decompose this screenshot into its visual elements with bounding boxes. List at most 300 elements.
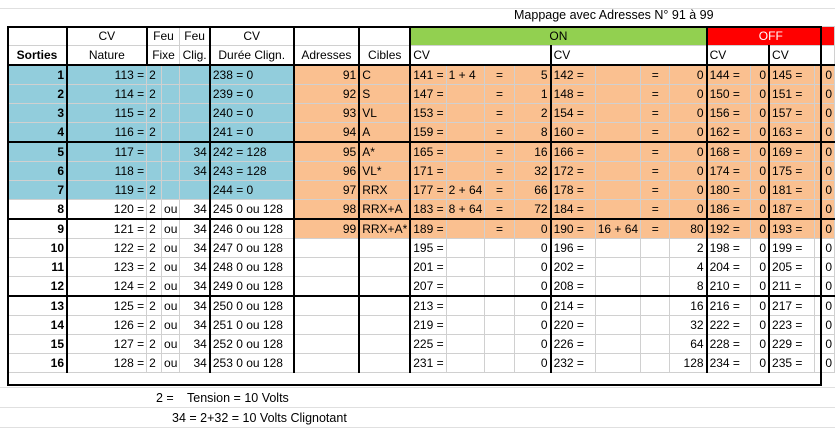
header-cibles: Cibles [359,46,410,66]
ou-label [162,123,180,143]
header-off: OFF [707,27,835,46]
cv-on-1-value: 16 [514,142,550,162]
cv-on-2: 166 = [551,142,596,162]
cv-on-2: 226 = [551,335,596,354]
cv-off-1: 144 = [707,65,751,85]
cv-nature: 124 = [67,277,147,297]
cv-on-2-eq [641,239,670,258]
cv-off-2-value: 0 [815,181,835,200]
cv-on-2: 232 = [551,354,596,373]
sortie-number: 12 [8,277,68,297]
table-row [8,142,835,162]
table-row [8,85,835,104]
duree-clign: 253 0 ou 128 [210,354,294,373]
cv-on-1-formula [446,354,485,373]
duree-clign: 248 0 ou 128 [210,258,294,277]
cv-off-1-value: 0 [750,181,769,200]
header-row-2 [8,46,835,66]
cv-off-2-value: 0 [815,354,835,373]
cv-nature: 118 = [67,162,147,181]
nature-value: 2 [147,219,162,239]
cv-on-1-eq [485,296,514,316]
table-row [8,316,835,335]
ou-label [162,104,180,123]
cv-on-2-formula: 16 + 64 [595,219,640,239]
cv-on-2-eq [641,277,670,297]
table-row [8,162,835,181]
nature-value: 2 [147,85,162,104]
ou-label: ou [162,200,180,220]
cv-off-2: 223 = [769,316,815,335]
cv-on-2-eq [641,354,670,373]
adresse: 96 [294,162,360,181]
cv-on-1: 225 = [410,335,446,354]
cible: A* [359,142,410,162]
ou-label: ou [162,239,180,258]
cv-nature: 119 = [67,181,147,200]
table-row [8,277,835,297]
cv-on-2: 178 = [551,181,596,200]
cv-on-1-value: 0 [514,296,550,316]
cv-off-1-value: 0 [750,239,769,258]
feu-clig-value: 34 [180,335,210,354]
table-row [8,258,835,277]
cv-on-2-value: 0 [670,200,707,220]
cv-on-2-value: 4 [670,258,707,277]
cv-off-1: 168 = [707,142,751,162]
cv-nature: 126 = [67,316,147,335]
cv-off-1-value: 0 [750,354,769,373]
cv-off-2: 199 = [769,239,815,258]
adresse: 94 [294,123,360,143]
cv-on-1-formula [446,277,485,297]
feu-clig-value [180,85,210,104]
adresse [294,296,360,316]
cv-on-1-value: 72 [514,200,550,220]
cv-on-2-formula [595,296,640,316]
cv-on-1-formula: 1 + 4 [446,65,485,85]
nature-value [147,142,162,162]
cv-off-2-value: 0 [815,239,835,258]
cv-off-2: 151 = [769,85,815,104]
cv-nature: 121 = [67,219,147,239]
cv-nature: 117 = [67,142,147,162]
cv-nature: 114 = [67,85,147,104]
cv-on-1-formula [446,162,485,181]
duree-clign: 246 0 ou 128 [210,219,294,239]
cv-on-1-formula [446,239,485,258]
adresse: 92 [294,85,360,104]
cv-on-1-value: 0 [514,354,550,373]
cv-off-2: 169 = [769,142,815,162]
duree-clign: 249 0 ou 128 [210,277,294,297]
table-row [8,200,835,220]
feu-clig-value: 34 [180,200,210,220]
cv-on-1-eq [485,354,514,373]
ou-label: ou [162,296,180,316]
nature-value: 2 [147,239,162,258]
duree-clign: 252 0 ou 128 [210,335,294,354]
cv-nature: 122 = [67,239,147,258]
sortie-number: 10 [8,239,68,258]
adresse: 99 [294,219,360,239]
feu-clig-value: 34 [180,277,210,297]
cv-on-2-eq: = [641,65,670,85]
cv-on-1-eq: = [485,65,514,85]
cv-nature: 113 = [67,65,147,85]
cv-on-1-eq [485,335,514,354]
cv-on-2: 172 = [551,162,596,181]
cv-nature: 120 = [67,200,147,220]
nature-value: 2 [147,296,162,316]
header-sorties: Sorties [8,46,68,66]
cv-on-2: 208 = [551,277,596,297]
cv-on-2-value: 0 [670,162,707,181]
cv-off-2: 157 = [769,104,815,123]
duree-clign: 239 = 0 [210,85,294,104]
cv-on-2-formula [595,65,640,85]
cv-on-1: 147 = [410,85,446,104]
cv-on-1: 141 = [410,65,446,85]
cible: C [359,65,410,85]
cv-off-1: 216 = [707,296,751,316]
nature-value: 2 [147,104,162,123]
cv-on-1: 177 = [410,181,446,200]
cv-off-2-value: 0 [815,296,835,316]
header-cv-on-1: CV [410,46,550,66]
nature-value: 2 [147,65,162,85]
header-nature: Nature [67,46,147,66]
sortie-number: 14 [8,316,68,335]
cv-nature: 125 = [67,296,147,316]
ou-label: ou [162,354,180,373]
note-2-text: Tension = 10 Volts [187,391,289,405]
header-clig: Clig. [180,46,210,66]
cv-off-1-value: 0 [750,277,769,297]
cv-on-1-formula [446,258,485,277]
cv-off-2: 145 = [769,65,815,85]
cv-on-2-eq [641,296,670,316]
ou-label: ou [162,258,180,277]
cv-on-2: 148 = [551,85,596,104]
cv-on-2: 142 = [551,65,596,85]
cv-on-2-formula [595,162,640,181]
cible [359,296,410,316]
cv-off-2-value: 0 [815,142,835,162]
cv-on-1-eq [485,239,514,258]
cv-on-1-value: 66 [514,181,550,200]
cv-off-1: 150 = [707,85,751,104]
cv-on-1-value: 8 [514,123,550,143]
cv-on-1: 183 = [410,200,446,220]
cv-off-1-value: 0 [750,65,769,85]
cv-on-1: 231 = [410,354,446,373]
ou-label [162,65,180,85]
sortie-number: 3 [8,104,68,123]
cv-on-2-eq [641,316,670,335]
feu-clig-value: 34 [180,258,210,277]
cv-off-1: 192 = [707,219,751,239]
header-cv-off-1: CV [707,46,769,66]
cv-on-1-formula [446,123,485,143]
cv-on-1-value: 0 [514,335,550,354]
cv-on-2-formula [595,123,640,143]
cv-on-2-value: 16 [670,296,707,316]
cible: S [359,85,410,104]
cv-nature: 116 = [67,123,147,143]
duree-clign: 242 = 128 [210,142,294,162]
note-2-label: 2 = [156,391,174,405]
cv-on-2-value: 8 [670,277,707,297]
cv-off-1: 204 = [707,258,751,277]
cible: RRX [359,181,410,200]
cv-off-2-value: 0 [815,85,835,104]
cv-on-2-value: 2 [670,239,707,258]
nature-value: 2 [147,258,162,277]
cible: RRX+A* [359,219,410,239]
cv-off-2: 193 = [769,219,815,239]
cv-on-2-value: 0 [670,85,707,104]
cv-on-2: 214 = [551,296,596,316]
feu-clig-value [180,65,210,85]
cv-on-2-formula [595,200,640,220]
cv-on-2-formula [595,104,640,123]
adresse: 91 [294,65,360,85]
adresse [294,354,360,373]
duree-clign: 245 0 ou 128 [210,200,294,220]
cv-on-2-value: 0 [670,65,707,85]
cv-off-1-value: 0 [750,200,769,220]
cv-on-1-eq: = [485,162,514,181]
table-row [8,239,835,258]
cv-off-2-value: 0 [815,65,835,85]
cv-off-2-value: 0 [815,277,835,297]
feu-clig-value: 34 [180,162,210,181]
cv-on-1-formula: 2 + 64 [446,181,485,200]
adresse: 98 [294,200,360,220]
feu-clig-value: 34 [180,142,210,162]
cv-off-1-value: 0 [750,219,769,239]
feu-clig-value: 34 [180,316,210,335]
cv-on-1-formula [446,316,485,335]
cv-on-2-formula [595,142,640,162]
header-cv-off-2: CV [769,46,834,66]
cible [359,354,410,373]
cv-off-1-value: 0 [750,142,769,162]
cv-off-2-value: 0 [815,316,835,335]
table-row [8,219,835,239]
cv-off-1-value: 0 [750,85,769,104]
feu-clig-value: 34 [180,354,210,373]
table-row [8,335,835,354]
nature-value: 2 [147,354,162,373]
ou-label: ou [162,277,180,297]
cv-on-1: 195 = [410,239,446,258]
sortie-number: 4 [8,123,68,143]
cible: VL [359,104,410,123]
table-row [8,123,835,143]
cv-on-1-value: 32 [514,162,550,181]
cv-off-1: 228 = [707,335,751,354]
cible: A [359,123,410,143]
ou-label [162,85,180,104]
cv-off-1-value: 0 [750,258,769,277]
cv-on-2-value: 64 [670,335,707,354]
cible: RRX+A [359,200,410,220]
ou-label: ou [162,219,180,239]
sortie-number: 7 [8,181,68,200]
cv-on-1-eq: = [485,123,514,143]
cv-off-2: 217 = [769,296,815,316]
cv-on-2: 202 = [551,258,596,277]
adresse: 93 [294,104,360,123]
cv-on-2-eq [641,258,670,277]
cv-on-2-eq: = [641,123,670,143]
cv-off-2: 211 = [769,277,815,297]
cv-off-1: 222 = [707,316,751,335]
cv-on-1: 171 = [410,162,446,181]
cv-on-2-formula [595,181,640,200]
duree-clign: 250 0 ou 128 [210,296,294,316]
header-fixe: Fixe [147,46,180,66]
cv-on-1-formula: 8 + 64 [446,200,485,220]
cible [359,316,410,335]
sortie-number: 2 [8,85,68,104]
cible [359,258,410,277]
sortie-number: 1 [8,65,68,85]
cv-on-1-eq: = [485,142,514,162]
nature-value [147,162,162,181]
cv-off-2-value: 0 [815,335,835,354]
ou-label: ou [162,335,180,354]
cv-on-1: 159 = [410,123,446,143]
cv-on-2-formula [595,354,640,373]
cv-on-1: 201 = [410,258,446,277]
cv-off-2-value: 0 [815,258,835,277]
cv-off-1-value: 0 [750,296,769,316]
feu-clig-value: 34 [180,296,210,316]
cv-on-2-eq [641,335,670,354]
adresse [294,277,360,297]
cv-on-1-eq: = [485,104,514,123]
cv-nature: 128 = [67,354,147,373]
sortie-number: 11 [8,258,68,277]
cv-on-1: 189 = [410,219,446,239]
cv-on-1-eq: = [485,200,514,220]
cv-on-2-formula [595,277,640,297]
cv-on-2-value: 0 [670,181,707,200]
header-cv: CV [67,27,147,46]
cv-off-1: 210 = [707,277,751,297]
ou-label [162,162,180,181]
cv-on-2: 160 = [551,123,596,143]
adresse [294,258,360,277]
cv-on-2-eq: = [641,142,670,162]
cv-on-2: 154 = [551,104,596,123]
cv-nature: 127 = [67,335,147,354]
cv-off-2: 235 = [769,354,815,373]
table-row [8,354,835,373]
cv-off-1-value: 0 [750,335,769,354]
cv-on-2-eq: = [641,85,670,104]
cv-on-1: 207 = [410,277,446,297]
cv-on-2-eq: = [641,200,670,220]
cv-on-1: 219 = [410,316,446,335]
sortie-number: 8 [8,200,68,220]
nature-value: 2 [147,123,162,143]
cv-on-1-eq [485,258,514,277]
cv-on-1-formula [446,104,485,123]
cv-on-1-value: 0 [514,316,550,335]
cv-on-2-eq: = [641,181,670,200]
cv-off-2: 187 = [769,200,815,220]
cv-on-1-formula [446,142,485,162]
cv-off-2: 229 = [769,335,815,354]
table-row [8,181,835,200]
cv-on-1-eq: = [485,181,514,200]
cv-on-1-eq: = [485,85,514,104]
feu-clig-value [180,123,210,143]
feu-clig-value: 34 [180,219,210,239]
sortie-number: 13 [8,296,68,316]
table-row [8,104,835,123]
sortie-number: 5 [8,142,68,162]
feu-clig-value: 34 [180,239,210,258]
duree-clign: 243 = 128 [210,162,294,181]
cv-on-2: 184 = [551,200,596,220]
cv-off-1: 180 = [707,181,751,200]
cv-on-2: 190 = [551,219,596,239]
cible [359,239,410,258]
cv-off-2: 181 = [769,181,815,200]
table-row [8,65,835,85]
cv-on-1: 213 = [410,296,446,316]
adresse: 95 [294,142,360,162]
cv-on-2-formula [595,316,640,335]
cv-off-1: 162 = [707,123,751,143]
header-cv-2: CV [210,27,294,46]
cv-off-2-value: 0 [815,123,835,143]
ou-label: ou [162,316,180,335]
cv-off-2-value: 0 [815,219,835,239]
sortie-number: 6 [8,162,68,181]
cv-on-1-eq [485,277,514,297]
sortie-number: 9 [8,219,68,239]
nature-value: 2 [147,181,162,200]
cv-on-1-formula [446,335,485,354]
cv-off-1-value: 0 [750,162,769,181]
cv-on-1: 165 = [410,142,446,162]
duree-clign: 238 = 0 [210,65,294,85]
cv-on-2-formula [595,258,640,277]
duree-clign: 240 = 0 [210,104,294,123]
cv-on-1-value: 1 [514,85,550,104]
ou-label [162,142,180,162]
cv-on-2-formula [595,239,640,258]
cv-on-1-value: 0 [514,239,550,258]
cv-on-1-value: 0 [514,277,550,297]
cv-on-2-value: 128 [670,354,707,373]
cv-off-1: 198 = [707,239,751,258]
adresse [294,316,360,335]
cv-off-1-value: 0 [750,123,769,143]
table-row [8,296,835,316]
ou-label [162,181,180,200]
cv-on-1-eq [485,316,514,335]
cv-off-1: 156 = [707,104,751,123]
feu-clig-value [180,181,210,200]
header-feu-1: Feu [147,27,180,46]
